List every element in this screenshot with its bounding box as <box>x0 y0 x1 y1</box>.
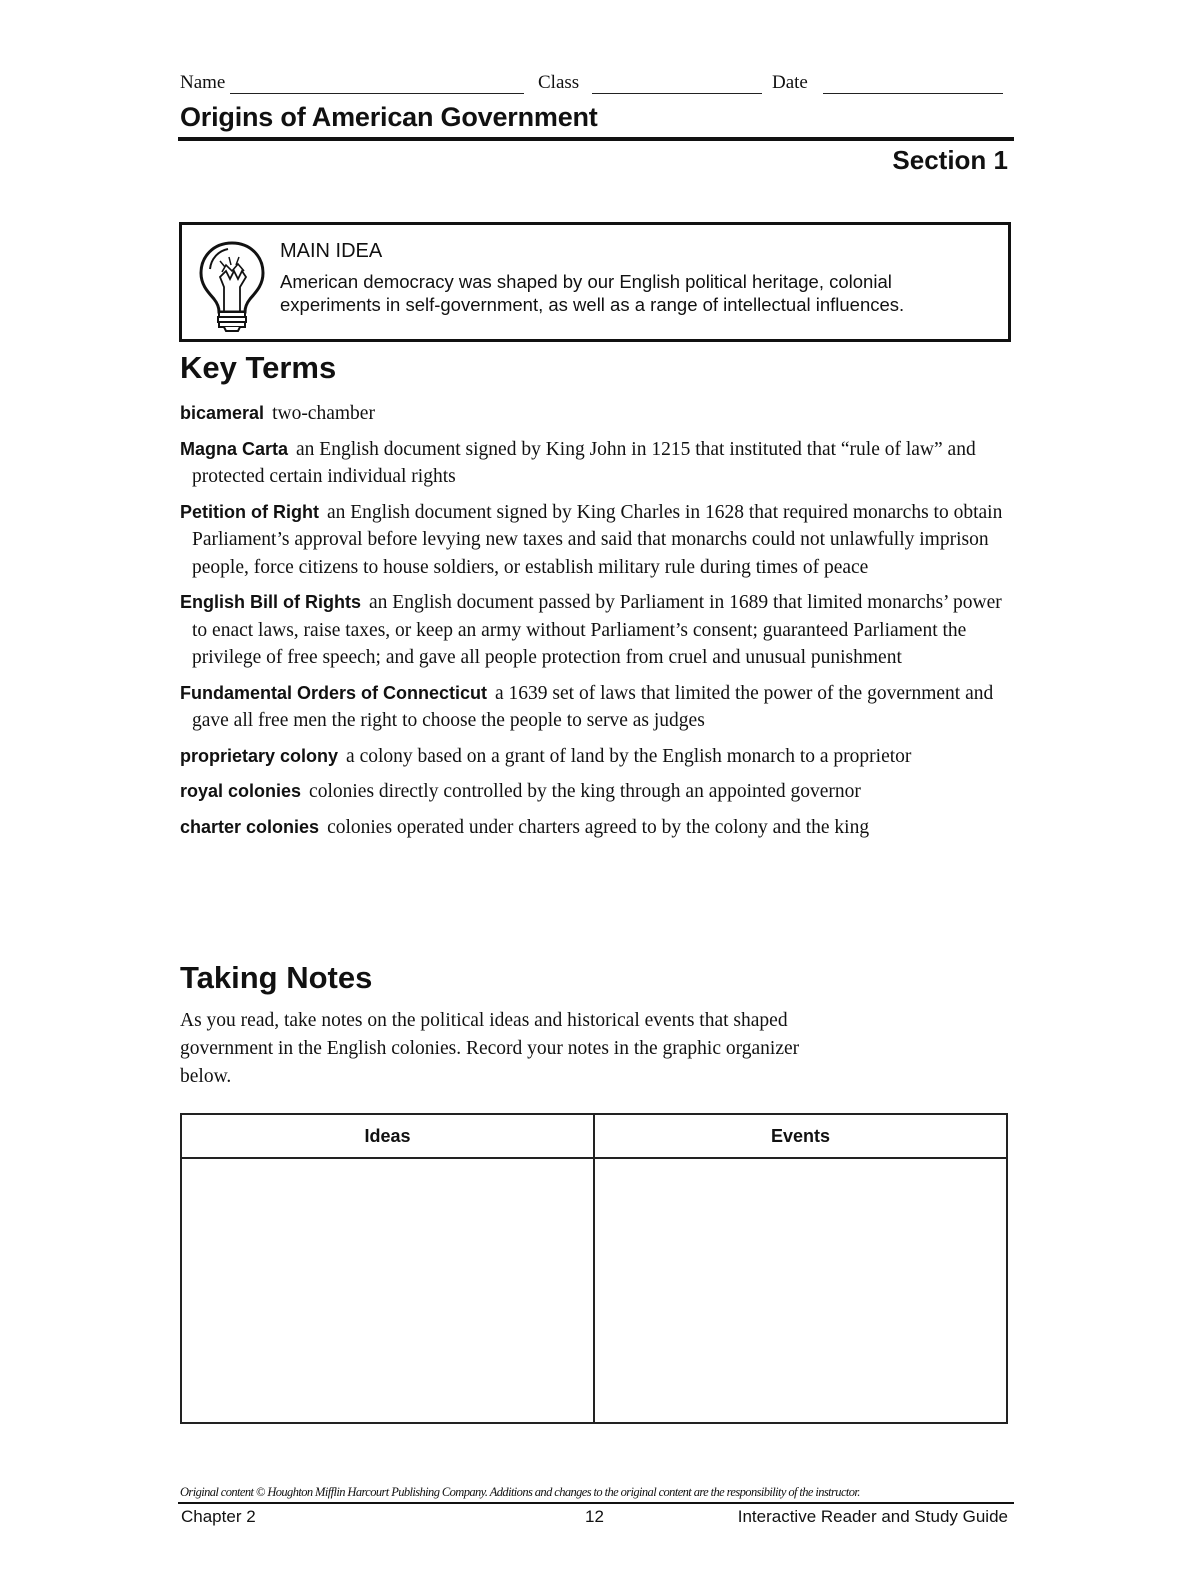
term-definition: two-chamber <box>272 403 375 424</box>
events-notes-cell[interactable] <box>594 1158 1007 1423</box>
section-label: Section 1 <box>892 145 1008 175</box>
lightbulb-icon <box>192 235 272 333</box>
term-entry <box>180 814 1012 842</box>
term-name: Petition of Right <box>180 501 319 522</box>
term-definition: an English document signed by King Charles in 1628 that required monarchs to obtain Parliament’s approval before levying new taxes and said that monarchs could not unlawfully imprison people, force citizens to house soldiers, or establish military rule during times of peace <box>192 501 1003 578</box>
term-definition: colonies directly controlled by the king through an appointed governor <box>309 781 861 802</box>
page-title: Origins of American Government <box>180 102 598 132</box>
term-definition: an English document passed by Parliament in 1689 that limited monarchs’ power to enact laws, raise taxes, or keep an army without Parliament’s consent; guaranteed Parliament the privilege of free speech; and gave all people protection from cruel and unusual punishment <box>192 592 1002 668</box>
term-name: English Bill of Rights <box>180 592 361 612</box>
events-column-header: Events <box>594 1114 1007 1158</box>
main-idea-heading: MAIN IDEA <box>280 240 383 262</box>
name-field[interactable] <box>230 93 524 94</box>
page-number: 12 <box>585 1507 604 1526</box>
footer-divider <box>178 1502 1014 1504</box>
term-definition: a 1639 set of laws that limited the power of the government and gave all free men the right to choose the people to serve as judges <box>192 682 994 731</box>
graphic-organizer <box>180 1113 1008 1424</box>
taking-notes-heading: Taking Notes <box>180 960 373 995</box>
term-name: Magna Carta <box>180 438 289 459</box>
book-title: Interactive Reader and Study Guide <box>737 1507 1008 1526</box>
term-definition: a colony based on a grant of land by the English monarch to a proprietor <box>346 745 912 767</box>
ideas-notes-cell[interactable] <box>181 1158 594 1423</box>
title-divider <box>178 137 1014 141</box>
chapter-label: Chapter 2 <box>181 1507 256 1526</box>
term-name: Fundamental Orders of Connecticut <box>180 682 488 703</box>
main-idea-box <box>179 222 1011 342</box>
term-entry <box>180 499 1012 582</box>
ideas-column-header: Ideas <box>181 1114 594 1158</box>
main-idea-text: American democracy was shaped by our English political heritage, colonial experiments in self-government, as well as a range of intellectual influences. <box>280 271 905 315</box>
taking-notes-instructions: As you read, take notes on the political ideas and historical events that shaped government in the English colonies. Record your notes in the graphic organizer below. <box>180 1010 800 1087</box>
term-definition: an English document signed by King John in 1215 that instituted that “rule of law” and protected certain individual rights <box>192 438 976 487</box>
term-entry <box>180 743 1012 771</box>
term-definition: colonies operated under charters agreed to by the colony and the king <box>327 816 870 838</box>
class-field[interactable] <box>592 93 762 94</box>
term-name: bicameral <box>180 403 265 423</box>
term-entry <box>180 778 1012 806</box>
copyright-notice: Original content © Houghton Mifflin Harcourt Publishing Company. Additions and changes to the original content are the responsibility of the instructor. <box>180 1485 860 1499</box>
class-label: Class <box>538 72 580 93</box>
term-entry <box>180 400 1012 428</box>
key-terms-list <box>180 400 1012 849</box>
term-name: proprietary colony <box>180 745 339 766</box>
date-label: Date <box>772 72 808 93</box>
key-terms-heading: Key Terms <box>180 350 337 385</box>
date-field[interactable] <box>823 93 1003 94</box>
student-info-row <box>180 72 1010 98</box>
term-name: charter colonies <box>180 816 320 837</box>
name-label: Name <box>180 72 226 93</box>
term-entry <box>180 436 1012 491</box>
term-name: royal colonies <box>180 781 302 801</box>
term-entry <box>180 680 1012 735</box>
term-entry <box>180 589 1012 672</box>
